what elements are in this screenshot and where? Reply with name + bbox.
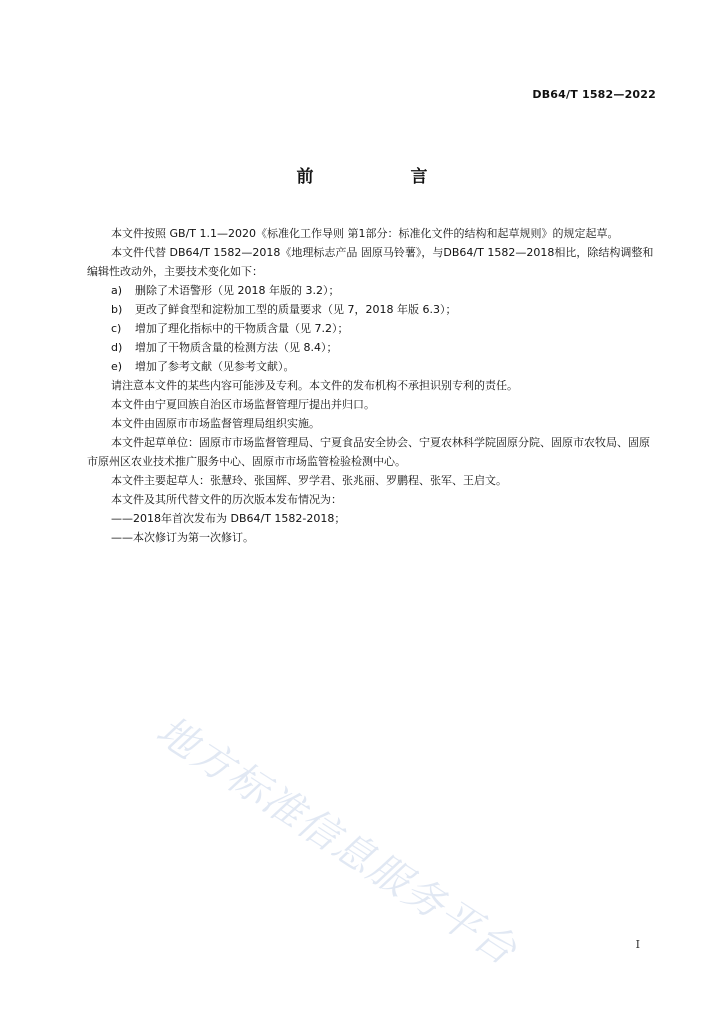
paragraph-replacement: 本文件代替 DB64/T 1582—2018《地理标志产品 固原马铃薯》，与DB64/T 1582—2018相比，除结构调整和编辑性改动外，主要技术变化如下： <box>87 246 654 278</box>
list-marker: a) <box>111 284 123 297</box>
paragraph-version-history: 本文件及其所代替文件的历次版本发布情况为： <box>111 493 342 506</box>
list-text: 增加了理化指标中的干物质含量（见 7.2）； <box>135 322 349 335</box>
paragraph-drafters: 本文件主要起草人：张慧玲、张国辉、罗学君、张兆丽、罗鹏程、张军、王启文。 <box>111 474 507 487</box>
page-title: 前 言 <box>296 167 468 187</box>
list-text: 删除了术语警形（见 2018 年版的 3.2）； <box>135 284 340 297</box>
list-marker: b) <box>111 303 123 316</box>
list-item <box>87 300 659 319</box>
history-item: ——2018年首次发布为 DB64/T 1582-2018； <box>111 512 346 525</box>
list-marker: d) <box>111 341 123 354</box>
paragraph-implementer: 本文件由固原市市场监督管理局组织实施。 <box>111 417 320 430</box>
list-item <box>87 357 659 376</box>
watermark: 地方标准信息服务平台 <box>148 707 526 975</box>
list-text: 增加了参考文献（见参考文献）。 <box>135 360 295 373</box>
history-item: ——本次修订为第一次修订。 <box>111 531 254 544</box>
list-marker: e) <box>111 360 123 373</box>
list-marker: c) <box>111 322 122 335</box>
document-code: DB64/T 1582—2022 <box>532 88 656 101</box>
paragraph-drafting-rules: 本文件按照 GB/T 1.1—2020《标准化工作导则 第1部分：标准化文件的结构和起草规则》的规定起草。 <box>111 227 619 240</box>
list-text: 更改了鲜食型和淀粉加工型的质量要求（见 7，2018 年版 6.3）； <box>135 303 457 316</box>
page-number: I <box>635 938 640 951</box>
list-item <box>87 319 659 338</box>
list-text: 增加了干物质含量的检测方法（见 8.4）； <box>135 341 338 354</box>
list-item <box>87 338 659 357</box>
paragraph-proposer: 本文件由宁夏回族自治区市场监督管理厅提出并归口。 <box>111 398 375 411</box>
list-item <box>87 281 659 300</box>
paragraph-drafting-units: 本文件起草单位：固原市市场监督管理局、宁夏食品安全协会、宁夏农林科学院固原分院、固原市农牧局、固原市原州区农业技术推广服务中心、固原市市场监管检验检测中心。 <box>87 436 650 468</box>
foreword-body <box>87 224 659 547</box>
paragraph-patent-notice: 请注意本文件的某些内容可能涉及专利。本文件的发布机构不承担识别专利的责任。 <box>111 379 518 392</box>
